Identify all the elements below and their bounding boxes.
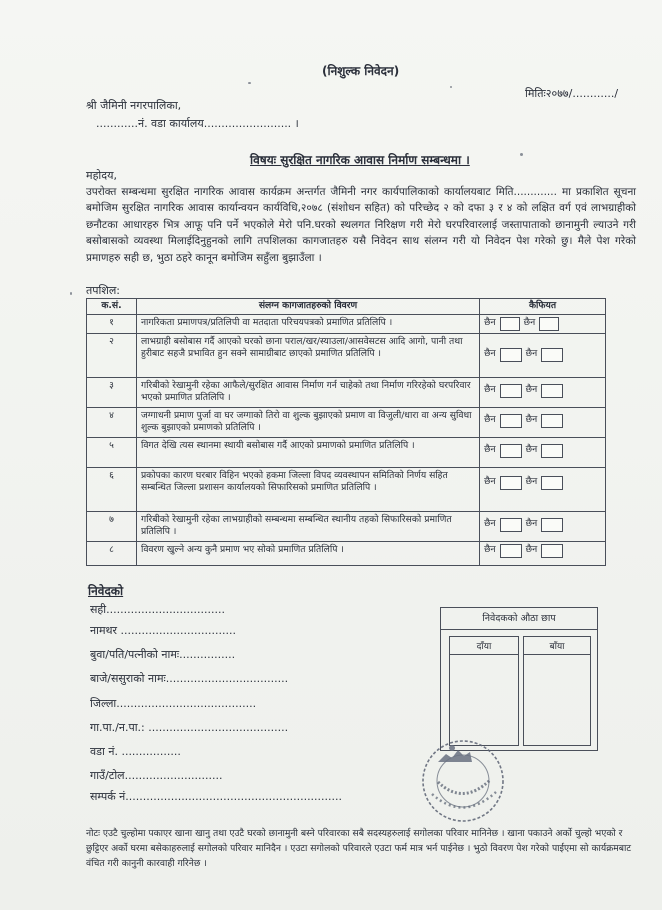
no-checkbox[interactable] <box>541 414 563 428</box>
column-header-sn: क.सं. <box>87 299 137 315</box>
row-description: गरिबीको रेखामुनी रहेका आफैले/सुरक्षित आवास निर्माण गर्न चाहेको तथा निर्माण गरिरहेको घरपरिवार भएको प्रमाणित प्रतिलिपि । <box>136 377 479 407</box>
yes-label: छैन <box>484 544 496 556</box>
row-description: नागरिकता प्रमाणपत्र/प्रतिलिपी वा मतदाता परिचयपत्रको प्रमाणित प्रतिलिपि । <box>136 314 479 333</box>
no-checkbox[interactable] <box>541 518 563 532</box>
row-number: १ <box>87 314 137 333</box>
column-header-remarks: कैफियत <box>480 299 606 315</box>
no-checkbox[interactable] <box>541 384 563 398</box>
row-number: ८ <box>87 541 137 565</box>
full-name-field[interactable]: नामथर ................................. <box>90 624 236 637</box>
row-description: विवरण खुल्ने अन्य कुनै प्रमाण भए सोको प्रमाणित प्रतिलिपि । <box>136 541 479 565</box>
body-paragraph: उपरोक्त सम्बन्धमा सुरक्षित नागरिक आवास कार्यक्रम अन्तर्गत जैमिनी नगर कार्यपालिकाको कार्यालयबाट मिति............. मा प्रकाशित सूचना बमोजिम सुरक्षित नागरिक आवास कार्यान्वयन कार्यविधि,२०७८ (संशोधन सहित) को परिच्छेद २ को दफा ३ र ४ को लक्षित वर्ग एवं लाभग्राहीको छनौटका आधारहरु भित्र आफू पनि पर्ने भएकोले मेरो पनि.घरको स्थलगत निरिक्षण गरी मेरो घरपरिवारलाई जस्तापाताको छानामुनी ल्याउने गरी बसोबासको व्यवस्था मिलाईदिनुहुनको लागि तपशिलका कागजातहरु यसै निवेदन साथ संलग्न गरी यो निवेदन पेश गरेको छु। मैले पेश गरेको प्रमाणहरु सही छ, भुठा ठहरे कानून बमोजिम सहुँला बुझाउँला । <box>86 186 636 264</box>
table-row <box>87 407 606 437</box>
table-row <box>87 377 606 407</box>
row-number: ५ <box>87 437 137 467</box>
row-description: प्रकोपका कारण घरबार विहिन भएको हकमा जिल्ला विपद व्यवस्थापन समितिको निर्णय सहित सम्बन्धित जिल्ला प्रशासन कार्यालयको सिफारिसको प्रमाणित प्रतिलिपि । <box>136 467 479 511</box>
yes-label: छैन <box>484 518 496 530</box>
scan-speck <box>248 82 251 84</box>
left-thumb-label: बाँया <box>524 639 590 655</box>
yes-checkbox[interactable] <box>500 544 522 558</box>
row-number: २ <box>87 333 137 377</box>
table-row <box>87 314 606 333</box>
addressee-line-1: श्री जैमिनी नगरपालिका, <box>86 99 182 112</box>
remarks-cell <box>480 437 606 467</box>
row-number: ३ <box>87 377 137 407</box>
yes-label: छैन <box>484 444 496 456</box>
remarks-cell <box>480 541 606 565</box>
remarks-cell <box>480 467 606 511</box>
yes-label: छैन <box>484 384 496 396</box>
table-row <box>87 511 606 541</box>
row-description: विगत देखि त्यस स्थानमा स्थायी बसोबास गर्दै आएको प्रमाणको प्रमाणित प्रतिलिपि । <box>136 437 479 467</box>
document-title: (निशुल्क निवेदन) <box>322 64 400 78</box>
yes-checkbox[interactable] <box>500 348 522 362</box>
details-label: तपशिल: <box>86 284 121 297</box>
no-checkbox[interactable] <box>541 544 563 558</box>
salutation: महोदय, <box>86 169 117 182</box>
district-field[interactable]: जिल्ला........................................ <box>90 697 257 710</box>
yes-checkbox[interactable] <box>500 444 522 458</box>
scan-speck <box>70 292 72 295</box>
yes-checkbox[interactable] <box>500 518 522 532</box>
date-field: मितिः२०७७/............/ <box>525 87 619 100</box>
remarks-cell <box>480 377 606 407</box>
yes-checkbox[interactable] <box>500 476 522 490</box>
remarks-cell <box>480 407 606 437</box>
right-thumb-area[interactable] <box>449 636 519 746</box>
no-label: छैन <box>525 544 538 556</box>
row-number: ७ <box>87 511 137 541</box>
yes-checkbox[interactable] <box>500 414 522 428</box>
remarks-cell <box>480 314 606 333</box>
office-seal-stamp <box>418 736 508 826</box>
ward-number-field[interactable]: वडा नं. ................. <box>90 745 181 758</box>
column-header-description: संलग्न कागजातहरुको विवरण <box>136 299 479 315</box>
documents-table <box>86 298 606 566</box>
yes-checkbox[interactable] <box>500 384 522 398</box>
table-row <box>87 467 606 511</box>
no-label: छैन <box>525 444 538 456</box>
village-tole-field[interactable]: गाउँ/टोल............................ <box>90 769 223 782</box>
thumbprint-caption: निवेदकको औठा छाप <box>441 608 597 630</box>
no-label: छैन <box>525 414 538 426</box>
yes-label: छैन <box>484 348 496 360</box>
row-number: ६ <box>87 467 137 511</box>
no-label: छैन <box>525 476 538 488</box>
remarks-cell <box>480 511 606 541</box>
row-description: लाभग्राही बसोबास गर्दै आएको घरको छाना पराल/खर/स्याउला/आसवेसटस आदि आगो, पानी तथा हुरीबाट सहजै प्रभावित हुन सक्ने सामाग्रीबाट छाएको प्रमाणित प्रतिलिपि । <box>136 333 479 377</box>
scan-speck <box>450 86 452 88</box>
subject-line: विषयः सुरक्षित नागरिक आवास निर्माण सम्बन्धमा । <box>250 153 470 167</box>
table-row <box>87 541 606 565</box>
contact-number-field[interactable]: सम्पर्क नं.............................................................. <box>90 790 343 803</box>
right-thumb-label: दाँया <box>450 639 518 655</box>
applicant-heading: निवेदको <box>88 584 124 598</box>
thumbprint-box <box>440 607 598 751</box>
no-checkbox[interactable] <box>541 476 563 490</box>
footer-note: नोटः एउटै चुल्होमा पकाएर खाना खानु तथा एउटै घरको छानामुनी बस्ने परिवारका सबै सदस्यहरुलाई सगोलका परिवार मानिनेछ । खाना पकाउने अर्को चुल्हो भएको र छुट्टिएर अर्को घरमा बसेकाहरुलाई सगोलको परिवार मानिदैन । एउटा सगोलको परिवारले एउटा फर्म मात्र भर्न पाईनेछ । भुठो विवरण पेश गरेको पाईएमा सो कार्यक्रमबाट वंचित गरी कानुनी कारवाही गरिनेछ । <box>86 828 632 869</box>
table-header-row <box>87 299 606 315</box>
no-label: छैन <box>525 384 538 396</box>
no-label: छैन <box>525 348 538 360</box>
signature-field[interactable]: सही.................................. <box>90 603 226 616</box>
addressee-line-2: ............नं. वडा कार्यालय......................... । <box>96 117 299 130</box>
left-thumb-area[interactable] <box>523 636 591 746</box>
yes-label: छैन <box>484 414 496 426</box>
table-row <box>87 333 606 377</box>
no-checkbox[interactable] <box>541 348 563 362</box>
municipality-field[interactable]: गा.पा./न.पा.: ........................................ <box>90 721 289 734</box>
remarks-cell <box>480 333 606 377</box>
no-label: छैन <box>523 317 536 329</box>
row-description: गरिबीको रेखामुनी रहेका लाभग्राहीको सम्बन्धमा सम्बन्धित स्थानीय तहको सिफारिसको प्रमाणित प्रतिलिपि । <box>136 511 479 541</box>
grandfather-name-field[interactable]: बाजे/ससुराको नामः................................... <box>90 672 289 685</box>
row-description: जग्गाधनी प्रमाण पुर्जा वा घर जग्गाको तिरो वा शुल्क बुझाएको प्रमाण वा विजुली/धारा वा अन्य सुविधा शुल्क बुझाएको प्रमाणको प्रतिलिपि । <box>136 407 479 437</box>
no-checkbox[interactable] <box>541 444 563 458</box>
yes-checkbox[interactable] <box>500 317 520 331</box>
no-checkbox[interactable] <box>539 317 559 331</box>
scan-speck <box>520 153 523 156</box>
yes-label: छैन <box>484 476 496 488</box>
no-label: छैन <box>525 518 538 530</box>
father-spouse-name-field[interactable]: बुवा/पति/पत्नीको नामः................ <box>90 648 236 661</box>
yes-label: छैन <box>484 317 496 329</box>
table-row <box>87 437 606 467</box>
row-number: ४ <box>87 407 137 437</box>
